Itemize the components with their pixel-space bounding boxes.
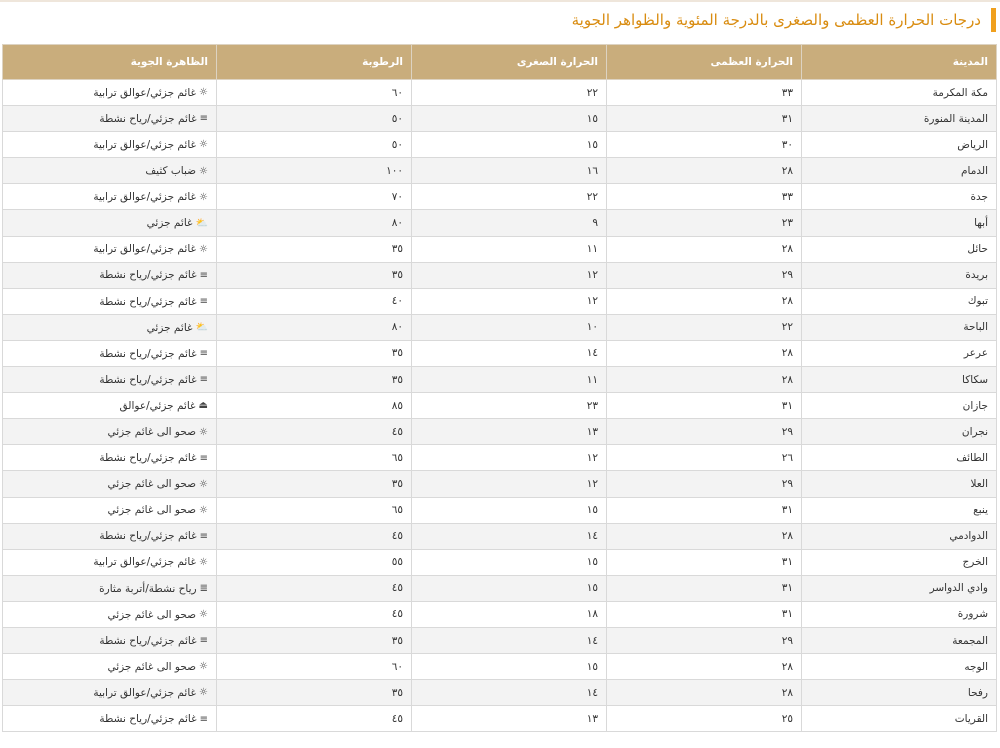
cell-max-temp: ٢٨	[607, 367, 802, 393]
wind-icon: ≡	[199, 635, 208, 647]
sun-dust-icon: ☼	[199, 139, 208, 151]
weather-phenomenon	[93, 139, 208, 151]
weather-phenomenon	[99, 374, 208, 386]
table-row	[3, 419, 997, 445]
weather-text: غائم جزئي/رياح نشطة	[99, 295, 197, 308]
weather-text: غائم جزئي/رياح نشطة	[99, 112, 197, 125]
cell-weather	[3, 680, 217, 706]
cell-min-temp: ١٦	[412, 158, 607, 184]
cell-min-temp: ١٣	[412, 706, 607, 732]
weather-text: غائم جزئي/عوالق ترابية	[93, 86, 197, 99]
wind-icon: ≡	[199, 530, 208, 542]
cell-city: وادي الدواسر	[802, 575, 997, 601]
table-row	[3, 654, 997, 680]
cell-weather	[3, 236, 217, 262]
cell-humidity: ٥٥	[217, 549, 412, 575]
table-row	[3, 680, 997, 706]
cell-humidity: ٣٥	[217, 262, 412, 288]
cell-weather	[3, 314, 217, 340]
weather-phenomenon	[99, 348, 208, 360]
cell-max-temp: ٢٩	[607, 419, 802, 445]
cell-weather	[3, 288, 217, 314]
cell-min-temp: ١٤	[412, 523, 607, 549]
weather-text: غائم جزئي/رياح نشطة	[99, 634, 197, 647]
cell-max-temp: ٣٠	[607, 132, 802, 158]
weather-text: غائم جزئي/رياح نشطة	[99, 373, 197, 386]
sun-icon: ☼	[199, 609, 208, 621]
sun-dust-icon: ☼	[199, 243, 208, 255]
weather-text: صحو الى غائم جزئي	[107, 478, 197, 491]
weather-phenomenon	[93, 556, 208, 568]
cell-weather	[3, 627, 217, 653]
cell-city: جدة	[802, 184, 997, 210]
weather-phenomenon	[99, 269, 208, 281]
cell-weather	[3, 523, 217, 549]
cell-humidity: ٣٥	[217, 471, 412, 497]
weather-phenomenon	[93, 687, 208, 699]
cell-humidity: ٤٠	[217, 288, 412, 314]
table-row	[3, 549, 997, 575]
cell-humidity: ٤٥	[217, 706, 412, 732]
weather-phenomenon	[107, 504, 208, 516]
table-row	[3, 288, 997, 314]
header-min-temp: الحرارة الصغرى	[412, 45, 607, 80]
weather-phenomenon	[93, 243, 208, 255]
weather-phenomenon	[107, 478, 208, 490]
table-body	[3, 80, 997, 732]
cell-weather	[3, 471, 217, 497]
cell-humidity: ٨٥	[217, 393, 412, 419]
sun-dust-icon: ☼	[199, 687, 208, 699]
cell-city: مكة المكرمة	[802, 80, 997, 106]
cell-weather	[3, 210, 217, 236]
weather-text: صحو الى غائم جزئي	[107, 504, 197, 517]
weather-phenomenon	[99, 452, 208, 464]
cell-city: الوجه	[802, 654, 997, 680]
cell-city: المدينة المنورة	[802, 106, 997, 132]
cell-humidity: ٤٥	[217, 419, 412, 445]
cell-min-temp: ١٥	[412, 132, 607, 158]
cell-weather	[3, 601, 217, 627]
table-row	[3, 106, 997, 132]
weather-text: غائم جزئي/رياح نشطة	[99, 713, 197, 726]
cell-max-temp: ٣١	[607, 106, 802, 132]
cell-humidity: ٧٠	[217, 184, 412, 210]
wind-icon: ≡	[199, 269, 208, 281]
weather-phenomenon	[93, 191, 208, 203]
weather-text: غائم جزئي/عوالق ترابية	[93, 191, 197, 204]
weather-phenomenon	[99, 530, 208, 542]
cell-min-temp: ٢٢	[412, 80, 607, 106]
cell-humidity: ٦٥	[217, 497, 412, 523]
cell-min-temp: ١٤	[412, 340, 607, 366]
cell-max-temp: ٢٢	[607, 314, 802, 340]
cell-weather	[3, 549, 217, 575]
cell-city: تبوك	[802, 288, 997, 314]
cell-city: القريات	[802, 706, 997, 732]
weather-phenomenon	[93, 87, 208, 99]
weather-phenomenon	[145, 165, 208, 177]
table-row	[3, 262, 997, 288]
wind-icon: ≡	[199, 713, 208, 725]
cell-weather	[3, 445, 217, 471]
cell-min-temp: ١٥	[412, 549, 607, 575]
weather-text: غائم جزئي/رياح نشطة	[99, 452, 197, 465]
cell-weather	[3, 393, 217, 419]
cell-min-temp: ٢٢	[412, 184, 607, 210]
cell-min-temp: ١٢	[412, 471, 607, 497]
cell-max-temp: ٢٩	[607, 262, 802, 288]
cell-min-temp: ١٣	[412, 419, 607, 445]
cell-max-temp: ٢٦	[607, 445, 802, 471]
cell-humidity: ٣٥	[217, 627, 412, 653]
weather-phenomenon	[99, 635, 208, 647]
weather-text: غائم جزئي/عوالق ترابية	[93, 138, 197, 151]
cell-city: الدوادمي	[802, 523, 997, 549]
cell-max-temp: ٣١	[607, 497, 802, 523]
cell-min-temp: ١١	[412, 367, 607, 393]
wind-icon: ≡	[199, 296, 208, 308]
cell-min-temp: ١٢	[412, 288, 607, 314]
weather-text: صحو الى غائم جزئي	[107, 426, 197, 439]
dust-wind-icon: ≣	[199, 583, 208, 595]
cell-max-temp: ٢٨	[607, 236, 802, 262]
weather-text: غائم جزئي	[146, 217, 193, 230]
table-row	[3, 314, 997, 340]
sun-dust-icon: ☼	[199, 556, 208, 568]
cell-city: جازان	[802, 393, 997, 419]
table-row	[3, 80, 997, 106]
cell-humidity: ٨٠	[217, 210, 412, 236]
table-row	[3, 497, 997, 523]
page-title: درجات الحرارة العظمى والصغرى بالدرجة المئوية والظواهر الجوية	[571, 11, 981, 29]
cell-min-temp: ١١	[412, 236, 607, 262]
weather-text: غائم جزئي/عوالق ترابية	[93, 243, 197, 256]
cell-max-temp: ٢٨	[607, 288, 802, 314]
cell-max-temp: ٢٣	[607, 210, 802, 236]
cell-min-temp: ١٢	[412, 445, 607, 471]
weather-phenomenon	[147, 217, 208, 229]
cell-max-temp: ٢٥	[607, 706, 802, 732]
cell-humidity: ٦٠	[217, 654, 412, 680]
weather-phenomenon	[107, 609, 208, 621]
cell-max-temp: ٣٣	[607, 80, 802, 106]
cell-city: ينبع	[802, 497, 997, 523]
cell-humidity: ٤٥	[217, 575, 412, 601]
cell-weather	[3, 158, 217, 184]
cell-city: المجمعة	[802, 627, 997, 653]
table-row	[3, 184, 997, 210]
cell-min-temp: ١٠	[412, 314, 607, 340]
cell-min-temp: ١٥	[412, 654, 607, 680]
cell-humidity: ٦٠	[217, 80, 412, 106]
weather-text: ضباب كثيف	[145, 165, 197, 178]
weather-text: غائم جزئي/رياح نشطة	[99, 269, 197, 282]
table-row	[3, 445, 997, 471]
weather-text: غائم جزئي	[146, 321, 193, 334]
weather-text: صحو الى غائم جزئي	[107, 660, 197, 673]
cell-min-temp: ١٤	[412, 680, 607, 706]
cell-city: العلا	[802, 471, 997, 497]
cell-weather	[3, 654, 217, 680]
cell-humidity: ٣٥	[217, 367, 412, 393]
cell-min-temp: ٢٣	[412, 393, 607, 419]
cell-max-temp: ٣١	[607, 601, 802, 627]
cell-min-temp: ٩	[412, 210, 607, 236]
weather-phenomenon	[120, 400, 208, 412]
wind-icon: ≡	[199, 113, 208, 125]
wind-icon: ≡	[199, 374, 208, 386]
cell-humidity: ٥٠	[217, 106, 412, 132]
cell-max-temp: ٣١	[607, 393, 802, 419]
cell-city: بريدة	[802, 262, 997, 288]
weather-text: غائم جزئي/رياح نشطة	[99, 530, 197, 543]
section-header	[572, 6, 996, 34]
cell-min-temp: ١٥	[412, 106, 607, 132]
cell-max-temp: ٣١	[607, 549, 802, 575]
cell-city: الطائف	[802, 445, 997, 471]
cell-max-temp: ٢٨	[607, 654, 802, 680]
cell-weather	[3, 367, 217, 393]
title-accent-bar	[991, 8, 996, 32]
table-row	[3, 393, 997, 419]
cell-max-temp: ٣٣	[607, 184, 802, 210]
cell-city: سكاكا	[802, 367, 997, 393]
cell-weather	[3, 419, 217, 445]
cell-weather	[3, 706, 217, 732]
table-row	[3, 706, 997, 732]
cell-max-temp: ٣١	[607, 575, 802, 601]
weather-phenomenon	[99, 113, 208, 125]
table-row	[3, 132, 997, 158]
weather-text: غائم جزئي/عوالق ترابية	[93, 686, 197, 699]
cell-weather	[3, 262, 217, 288]
cell-city: شرورة	[802, 601, 997, 627]
cell-max-temp: ٢٨	[607, 340, 802, 366]
cell-humidity: ٣٥	[217, 680, 412, 706]
sun-icon: ☼	[199, 426, 208, 438]
table-row	[3, 340, 997, 366]
fog-icon: ☼	[199, 165, 208, 177]
cell-city: الباحة	[802, 314, 997, 340]
table-row	[3, 523, 997, 549]
table-row	[3, 210, 997, 236]
cell-city: نجران	[802, 419, 997, 445]
cell-humidity: ١٠٠	[217, 158, 412, 184]
cell-weather	[3, 340, 217, 366]
cell-min-temp: ١٢	[412, 262, 607, 288]
cell-weather	[3, 80, 217, 106]
cell-max-temp: ٢٨	[607, 158, 802, 184]
cell-city: الخرج	[802, 549, 997, 575]
cell-weather	[3, 575, 217, 601]
cell-humidity: ٣٥	[217, 236, 412, 262]
top-divider	[0, 0, 1000, 2]
header-humidity: الرطوبة	[217, 45, 412, 80]
table-header-row	[3, 45, 997, 80]
cell-humidity: ٣٥	[217, 340, 412, 366]
table-row	[3, 236, 997, 262]
cell-max-temp: ٢٨	[607, 680, 802, 706]
cell-weather	[3, 184, 217, 210]
weather-text: غائم جزئي/عوالق	[119, 399, 196, 412]
cell-weather	[3, 132, 217, 158]
table-row	[3, 601, 997, 627]
cell-city: أبها	[802, 210, 997, 236]
table-row	[3, 627, 997, 653]
sun-icon: ☼	[199, 661, 208, 673]
cell-city: رفحا	[802, 680, 997, 706]
cell-min-temp: ١٥	[412, 575, 607, 601]
weather-text: غائم جزئي/رياح نشطة	[99, 347, 197, 360]
wind-icon: ≡	[199, 452, 208, 464]
sun-dust-icon: ☼	[199, 87, 208, 99]
cell-max-temp: ٢٩	[607, 471, 802, 497]
cell-weather	[3, 497, 217, 523]
weather-table	[2, 44, 997, 732]
weather-text: غائم جزئي/عوالق ترابية	[93, 556, 197, 569]
header-weather: الظاهرة الجوية	[3, 45, 217, 80]
cell-humidity: ٤٥	[217, 601, 412, 627]
cell-min-temp: ١٥	[412, 497, 607, 523]
cell-min-temp: ١٨	[412, 601, 607, 627]
weather-phenomenon	[99, 713, 208, 725]
cell-humidity: ٨٠	[217, 314, 412, 340]
header-city: المدينة	[802, 45, 997, 80]
cell-max-temp: ٢٨	[607, 523, 802, 549]
weather-phenomenon	[99, 583, 208, 595]
partly-cloudy-icon: ⛅	[195, 217, 208, 229]
table-row	[3, 158, 997, 184]
table-row	[3, 367, 997, 393]
weather-phenomenon	[147, 322, 208, 334]
cell-min-temp: ١٤	[412, 627, 607, 653]
haze-icon: ⏏	[198, 400, 208, 412]
cell-city: عرعر	[802, 340, 997, 366]
partly-cloudy-icon: ⛅	[195, 322, 208, 334]
sun-icon: ☼	[199, 504, 208, 516]
cell-humidity: ٦٥	[217, 445, 412, 471]
weather-phenomenon	[107, 661, 208, 673]
cell-weather	[3, 106, 217, 132]
sun-dust-icon: ☼	[199, 191, 208, 203]
weather-text: رياح نشطة/أتربة مثارة	[99, 582, 197, 595]
cell-city: حائل	[802, 236, 997, 262]
cell-humidity: ٤٥	[217, 523, 412, 549]
cell-max-temp: ٢٩	[607, 627, 802, 653]
table-row	[3, 471, 997, 497]
cell-humidity: ٥٠	[217, 132, 412, 158]
cell-city: الدمام	[802, 158, 997, 184]
weather-phenomenon	[99, 296, 208, 308]
header-max-temp: الحرارة العظمى	[607, 45, 802, 80]
weather-text: صحو الى غائم جزئي	[107, 608, 197, 621]
sun-icon: ☼	[199, 478, 208, 490]
weather-phenomenon	[107, 426, 208, 438]
table-row	[3, 575, 997, 601]
wind-icon: ≡	[199, 348, 208, 360]
cell-city: الرياض	[802, 132, 997, 158]
